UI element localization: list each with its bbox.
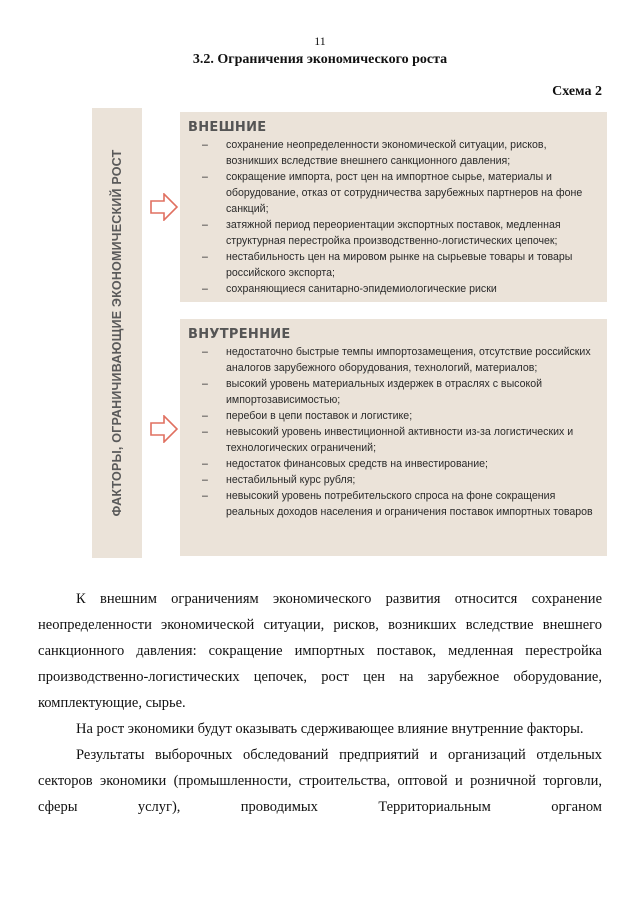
page-number: 11 bbox=[314, 34, 326, 48]
arrow-right-icon bbox=[150, 193, 178, 221]
body-text bbox=[38, 586, 602, 820]
list-item: – недостаточно быстрые темпы импортозамещения, отсутствие российских аналогов зарубежного оборудования, технологий, материалов; bbox=[202, 344, 597, 376]
factors-side-label: ФАКТОРЫ, ОГРАНИЧИВАЮЩИЕ ЭКОНОМИЧЕСКИЙ РОСТ bbox=[110, 149, 124, 517]
list-item: – высокий уровень материальных издержек в отраслях с высокой импортозависимостью; bbox=[202, 376, 597, 408]
list-item: – сохраняющиеся санитарно-эпидемиологические риски bbox=[202, 281, 597, 297]
internal-factors-heading: ВНУТРЕННИЕ bbox=[188, 327, 291, 342]
scheme-label: Схема 2 bbox=[552, 84, 602, 99]
factors-side-bar bbox=[92, 108, 142, 558]
body-paragraph: Результаты выборочных обследований предприятий и организаций отдельных секторов экономики (промышленности, строительства, оптовой и розничной торговли, сферы услуг), проводимых Территориальным органом bbox=[38, 747, 602, 815]
body-paragraph: На рост экономики будут оказывать сдерживающее влияние внутренние факторы. bbox=[76, 721, 584, 737]
list-item: – нестабильный курс рубля; bbox=[202, 472, 597, 488]
list-item: – недостаток финансовых средств на инвестирование; bbox=[202, 456, 597, 472]
list-item: – невысокий уровень потребительского спроса на фоне сокращения реальных доходов населения и ограничения поставок импортных товаров bbox=[202, 488, 597, 520]
section-title: 3.2. Ограничения экономического роста bbox=[192, 52, 448, 67]
list-item: – невысокий уровень инвестиционной активности из-за логистических и технологических ограничений; bbox=[202, 424, 597, 456]
arrow-right-icon bbox=[150, 415, 178, 443]
external-factors-list bbox=[180, 137, 607, 297]
internal-factors-box bbox=[180, 319, 607, 556]
external-factors-heading: ВНЕШНИЕ bbox=[188, 120, 267, 135]
list-item: – нестабильность цен на мировом рынке на сырьевые товары и товары российского экспорта; bbox=[202, 249, 597, 281]
list-item: – затяжной период переориентации экспортных поставок, медленная структурная перестройка производственно-логистических цепочек; bbox=[202, 217, 597, 249]
external-factors-box bbox=[180, 112, 607, 302]
internal-factors-list bbox=[180, 344, 607, 520]
body-paragraph: К внешним ограничениям экономического развития относится сохранение неопределенности экономической ситуации, рисков, возникших вследствие внешнего санкционного давления: сокращение импортных поставок, медленная перестройка производственно-логистических цепочек, рост цен на зарубежное оборудование, комплектующие, сырье. bbox=[38, 591, 602, 711]
list-item: – сохранение неопределенности экономической ситуации, рисков, возникших вследствие внешнего санкционного давления; bbox=[202, 137, 597, 169]
list-item: – перебои в цепи поставок и логистике; bbox=[202, 408, 597, 424]
list-item: – сокращение импорта, рост цен на импортное сырье, материалы и оборудование, отказ от сотрудничества зарубежных партнеров на фоне санкций; bbox=[202, 169, 597, 217]
